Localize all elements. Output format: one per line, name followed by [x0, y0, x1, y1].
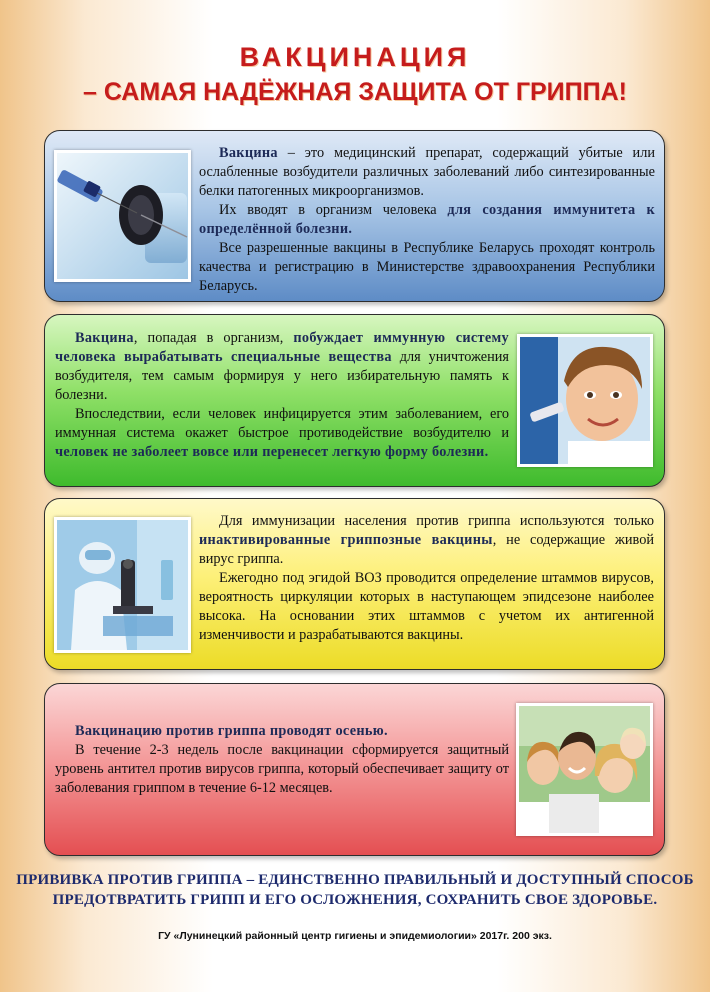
panel2-emphasis2: человек не заболеет вовсе или перенесет легкую форму болезни.	[55, 444, 489, 460]
panel1-sentence2: Их вводят в организм человека	[219, 202, 448, 218]
panel3-sentence2: Ежегодно под эгидой ВОЗ проводится определение штаммов вирусов, вероятность циркуляции которых в наступающем эпидсезоне наиболее высока. На основании этих штаммов с учетом их антигенной изменчивости и разрабатываются вакцины.	[199, 570, 654, 643]
panel3-emphasis: инактивированные гриппозные вакцины	[199, 532, 493, 548]
laboratory-scientist-photo	[54, 517, 191, 653]
panel2-emphasis1: побуждает иммунную систему человека вырабатывать специальные вещества	[55, 330, 509, 365]
poster-title-line1: ВАКЦИНАЦИЯ	[239, 42, 471, 72]
footer-slogan-line1: ПРИВИВКА ПРОТИВ ГРИППА – ЕДИНСТВЕННО ПРАВИЛЬНЫЙ И ДОСТУПНЫЙ СПОСОБ	[16, 872, 694, 888]
panel3-fragment: , не содержащие живой вирус гриппа.	[199, 532, 654, 567]
panel3-sentence1: Для иммунизации населения против гриппа используются только	[219, 513, 654, 529]
panel4-heading: Вакцинацию против гриппа проводят осенью.	[75, 723, 388, 739]
panel2-fragment: , попадая в организм,	[133, 330, 294, 346]
panel1-sentence3: Все разрешенные вакцины в Республике Беларусь проходят контроль качества и регистрацию в Министерстве здравоохранения Республики Беларусь.	[199, 240, 655, 294]
panel2-sentence2: Впоследствии, если человек инфицируется этим заболеванием, его иммунная система окажет быстрое противодействие возбудителю и	[55, 406, 509, 441]
info-panel-immune-response	[44, 314, 665, 487]
vaccine-term: Вакцина	[75, 330, 134, 346]
child-vaccination-photo	[517, 334, 653, 467]
syringe-vial-photo	[54, 150, 191, 282]
panel4-text	[55, 722, 509, 798]
happy-family-photo	[516, 703, 653, 836]
panel1-sentence1: – это медицинский препарат, содержащий убитые или ослабленные возбудители различных заболеваний либо синтезированные белки патогенных микроорганизмов.	[199, 145, 655, 199]
panel3-text	[199, 512, 654, 645]
vaccine-term: Вакцина	[219, 145, 278, 161]
panel2-sentence1: для уничтожения возбудителя, тем самым формируя у него избирательную память к болезни.	[55, 349, 510, 403]
panel2-text	[55, 329, 509, 462]
poster-title-line2: – САМАЯ НАДЁЖНАЯ ЗАЩИТА ОТ ГРИППА!	[83, 78, 627, 106]
info-panel-inactivated-vaccines	[44, 498, 665, 670]
panel4-sentence: В течение 2-3 недель после вакцинации сформируется защитный уровень антител против вирусов гриппа, который обеспечивает защиту от заболевания гриппом в течение 6-12 месяцев.	[55, 742, 509, 796]
panel1-text	[199, 144, 655, 296]
panel1-emphasis: для создания иммунитета к определённой болезни.	[199, 202, 655, 237]
footer-slogan-line2: ПРЕДОТВРАТИТЬ ГРИПП И ЕГО ОСЛОЖНЕНИЯ, СОХРАНИТЬ СВОЕ ЗДОРОВЬЕ.	[52, 892, 658, 908]
info-panel-autumn-vaccination	[44, 683, 665, 856]
publisher-credit: ГУ «Лунинецкий районный центр гигиены и эпидемиологии» 2017г. 200 экз.	[158, 930, 552, 942]
info-panel-vaccine-definition	[44, 130, 665, 302]
